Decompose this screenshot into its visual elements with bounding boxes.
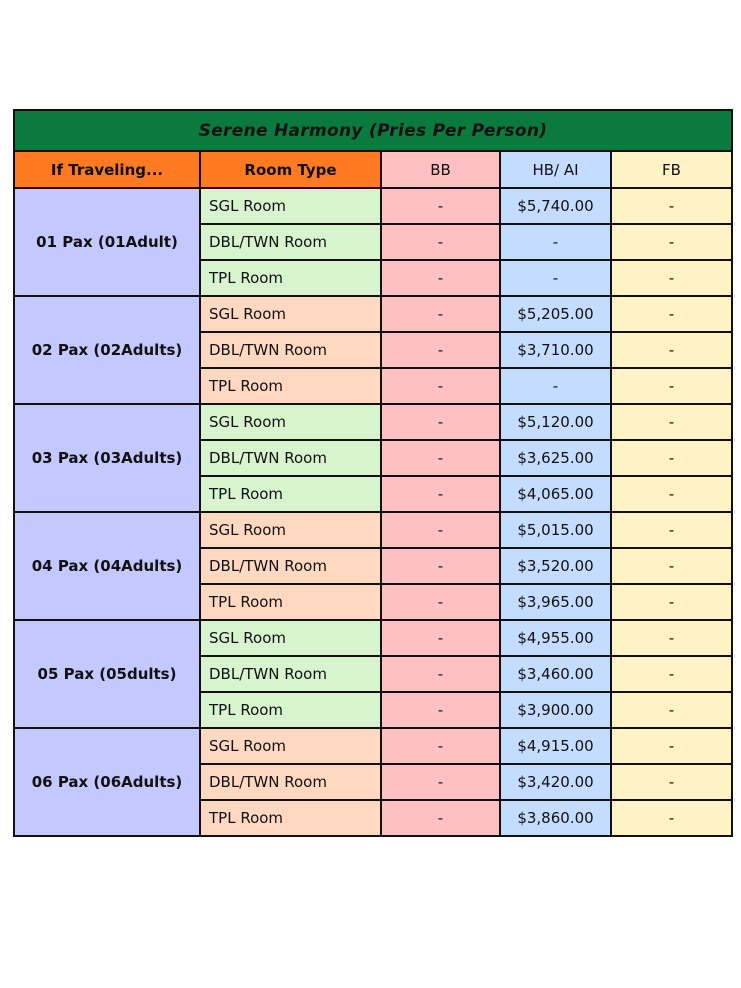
traveler-group-label: 04 Pax (04Adults): [14, 512, 200, 620]
bb-price-cell: -: [381, 476, 500, 512]
bb-price-cell: -: [381, 728, 500, 764]
hb-ai-price-cell: -: [500, 260, 611, 296]
fb-price-cell: -: [611, 332, 732, 368]
hb-ai-price-cell: $3,900.00: [500, 692, 611, 728]
bb-price-cell: -: [381, 584, 500, 620]
header-bb: BB: [381, 151, 500, 188]
hb-ai-price-cell: $3,860.00: [500, 800, 611, 836]
bb-price-cell: -: [381, 332, 500, 368]
fb-price-cell: -: [611, 512, 732, 548]
room-type-cell: SGL Room: [200, 404, 381, 440]
header-fb: FB: [611, 151, 732, 188]
room-type-cell: TPL Room: [200, 368, 381, 404]
traveler-group-label: 05 Pax (05dults): [14, 620, 200, 728]
hb-ai-price-cell: -: [500, 368, 611, 404]
room-type-cell: DBL/TWN Room: [200, 764, 381, 800]
table-row: [14, 188, 732, 224]
price-table: [13, 109, 733, 837]
room-type-cell: TPL Room: [200, 260, 381, 296]
traveler-group-label: 02 Pax (02Adults): [14, 296, 200, 404]
header-row: [14, 151, 732, 188]
room-type-cell: DBL/TWN Room: [200, 548, 381, 584]
fb-price-cell: -: [611, 368, 732, 404]
table-body: [14, 188, 732, 836]
table-row: [14, 296, 732, 332]
traveler-group-label: 06 Pax (06Adults): [14, 728, 200, 836]
room-type-cell: SGL Room: [200, 188, 381, 224]
bb-price-cell: -: [381, 368, 500, 404]
hb-ai-price-cell: $4,955.00: [500, 620, 611, 656]
fb-price-cell: -: [611, 620, 732, 656]
table-row: [14, 620, 732, 656]
fb-price-cell: -: [611, 764, 732, 800]
fb-price-cell: -: [611, 728, 732, 764]
fb-price-cell: -: [611, 188, 732, 224]
bb-price-cell: -: [381, 656, 500, 692]
room-type-cell: TPL Room: [200, 476, 381, 512]
fb-price-cell: -: [611, 476, 732, 512]
hb-ai-price-cell: $5,015.00: [500, 512, 611, 548]
table-title: Serene Harmony (Pries Per Person): [14, 110, 732, 151]
hb-ai-price-cell: $5,205.00: [500, 296, 611, 332]
bb-price-cell: -: [381, 764, 500, 800]
fb-price-cell: -: [611, 260, 732, 296]
room-type-cell: TPL Room: [200, 800, 381, 836]
fb-price-cell: -: [611, 584, 732, 620]
hb-ai-price-cell: $3,710.00: [500, 332, 611, 368]
room-type-cell: TPL Room: [200, 692, 381, 728]
room-type-cell: TPL Room: [200, 584, 381, 620]
fb-price-cell: -: [611, 296, 732, 332]
room-type-cell: SGL Room: [200, 728, 381, 764]
table-row: [14, 728, 732, 764]
bb-price-cell: -: [381, 620, 500, 656]
bb-price-cell: -: [381, 548, 500, 584]
bb-price-cell: -: [381, 512, 500, 548]
hb-ai-price-cell: $3,460.00: [500, 656, 611, 692]
bb-price-cell: -: [381, 260, 500, 296]
hb-ai-price-cell: $4,065.00: [500, 476, 611, 512]
room-type-cell: SGL Room: [200, 296, 381, 332]
traveler-group-label: 01 Pax (01Adult): [14, 188, 200, 296]
hb-ai-price-cell: $3,420.00: [500, 764, 611, 800]
room-type-cell: DBL/TWN Room: [200, 332, 381, 368]
room-type-cell: SGL Room: [200, 620, 381, 656]
bb-price-cell: -: [381, 296, 500, 332]
bb-price-cell: -: [381, 800, 500, 836]
bb-price-cell: -: [381, 440, 500, 476]
hb-ai-price-cell: $4,915.00: [500, 728, 611, 764]
fb-price-cell: -: [611, 800, 732, 836]
hb-ai-price-cell: $3,520.00: [500, 548, 611, 584]
room-type-cell: DBL/TWN Room: [200, 224, 381, 260]
hb-ai-price-cell: $3,625.00: [500, 440, 611, 476]
bb-price-cell: -: [381, 224, 500, 260]
hb-ai-price-cell: -: [500, 224, 611, 260]
fb-price-cell: -: [611, 692, 732, 728]
hb-ai-price-cell: $5,120.00: [500, 404, 611, 440]
header-hb-ai: HB/ AI: [500, 151, 611, 188]
table-row: [14, 512, 732, 548]
fb-price-cell: -: [611, 404, 732, 440]
traveler-group-label: 03 Pax (03Adults): [14, 404, 200, 512]
hb-ai-price-cell: $3,965.00: [500, 584, 611, 620]
bb-price-cell: -: [381, 188, 500, 224]
room-type-cell: DBL/TWN Room: [200, 656, 381, 692]
bb-price-cell: -: [381, 404, 500, 440]
table-row: [14, 404, 732, 440]
fb-price-cell: -: [611, 548, 732, 584]
header-room-type: Room Type: [200, 151, 381, 188]
header-traveling: If Traveling...: [14, 151, 200, 188]
hb-ai-price-cell: $5,740.00: [500, 188, 611, 224]
fb-price-cell: -: [611, 656, 732, 692]
fb-price-cell: -: [611, 224, 732, 260]
bb-price-cell: -: [381, 692, 500, 728]
fb-price-cell: -: [611, 440, 732, 476]
title-row: [14, 110, 732, 151]
room-type-cell: SGL Room: [200, 512, 381, 548]
room-type-cell: DBL/TWN Room: [200, 440, 381, 476]
